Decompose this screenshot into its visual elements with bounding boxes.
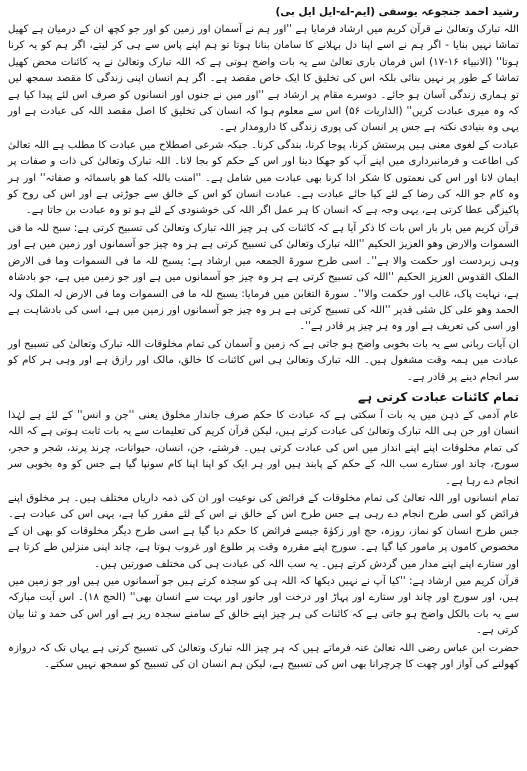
- paragraph: قرآن کریم میں بار بار اس بات کا ذکر آیا ہے کہ کائنات کی ہر چیز اللہ تبارک وتعالیٰ کی تسبیح کرتی ہے: سبح للہ ما فی السموات والارض وھو العزیز الحکیم ''اللہ تبارک وتعالیٰ کی تسبیح کرتی ہے ہر وہ چیز جو آسمانوں اور زمین میں ہے اور وہی زبردست اور حکمت والا ہے''۔ اسی طرح سورۃ الجمعہ میں ارشاد ہے: یسبح للہ ما فی السموات وما فی الارض الملک القدوس العزیز الحکیم ''اللہ کی تسبیح کرتی ہے ہر وہ چیز جو آسمانوں میں ہے اور جو زمین میں ہے، جو بادشاہ ہے، نہایت پاک، غالب اور حکمت والا''۔ سورۃ التغابن میں فرمایا: یسبح للہ ما فی السموات وما فی الارض لہ الملک ولہ الحمد وھو علی کل شئی قدیر ''اللہ کی تسبیح کرتی ہے ہر وہ چیز جو آسمانوں اور زمین میں ہے، اسی کی بادشاہت ہے اور اسی کی تعریف ہے اور وہ ہر چیز پر قادر ہے''۔: [8, 222, 519, 333]
- paragraph: عام آدمی کے ذہن میں یہ بات آ سکتی ہے کہ عبادت کا حکم صرف جاندار مخلوق یعنی ''جن و انس'' کے لئے ہے لہٰذا انسان اور جن ہی اللہ تبارک وتعالیٰ کی عبادت کرتے ہیں، لیکن قرآن کریم کی تعلیمات سے یہ بات ثابت ہوتی ہے کہ اللہ کی تمام مخلوقات اپنے اپنے انداز میں اس کی عبادت کرتی ہیں۔ فرشتے، جن، انسان، حیوانات، چرند پرند، شجر و حجر، سورج، چاند اور ستارے سب اللہ کے حکم کے پابند ہیں اور ہر ایک کو اپنا اپنا کام سونپا گیا ہے جس کو وہ بخوبی سر انجام دے رہا ہے۔: [8, 409, 519, 487]
- section-heading: تمام کائنات عبادت کرتی ہے: [358, 389, 519, 404]
- author-byline: رشید احمد جنجوعہ یوسفی (ایم-اے-ایل ایل بی): [275, 6, 519, 18]
- paragraph: قرآن کریم میں ارشاد ہے: ''کیا آپ نے نہیں دیکھا کہ اللہ ہی کو سجدہ کرتے ہیں جو آسمانوں میں ہیں اور جو زمین میں ہیں، اور سورج اور چاند اور ستارے اور پہاڑ اور درخت اور جانور اور بہت سے انسان بھی'' (الحج ۱۸)۔ اس آیت مبارکہ سے یہ بات بالکل واضح ہو جاتی ہے کہ کائنات کی ہر چیز اپنے خالق کے سامنے سجدہ ریز ہے اور اس کی حمد و ثنا بیان کرتی ہے۔: [8, 576, 519, 637]
- paragraph: تمام انسانوں اور اللہ تعالیٰ کی تمام مخلوقات کے فرائض کی نوعیت اور ان کی ذمہ داریاں مختلف ہیں۔ ہر مخلوق اپنے فرائض کو اسی طرح انجام دے رہی ہے جس طرح اس کے خالق نے اس کے لئے مقرر کیا ہے، یہی اس کی عبادت ہے۔ جس طرح انسان کو نماز، روزہ، حج اور زکوٰۃ جیسے فرائض کا حکم دیا گیا ہے اسی طرح دیگر مخلوقات کو بھی ان کے مخصوص کاموں پر مامور کیا گیا ہے۔ سورج اپنے مقررہ وقت پر طلوع اور غروب ہوتا ہے، چاند اپنی منزلیں طے کرتا ہے اور ستارے اپنے اپنے مدار میں گردش کرتے ہیں۔ یہ سب اللہ کی عبادت ہی کی مختلف صورتیں ہیں۔: [8, 492, 519, 570]
- paragraph: عبادت کے لغوی معنی ہیں پرستش کرنا، پوجا کرنا، بندگی کرنا۔ جبکہ شرعی اصطلاح میں عبادت کا مطلب ہے اللہ تعالیٰ کی اطاعت و فرمانبرداری میں اپنے آپ کو جھکا دینا اور اس کے حکم کو بجا لانا۔ اللہ تبارک وتعالیٰ کی ذات و صفات پر ایمان لانا اور اس کی نعمتوں کا شکر ادا کرنا بھی عبادت میں شامل ہے۔ ''امنت باللہ کما ھو باسمائہ و صفاتہ'' اور ہر وہ کام جو اللہ کی رضا کے لئے کیا جائے عبادت ہے۔ عبادت انسان کو اس کے خالق سے جوڑتی ہے اور اس کی روح کو پاکیزگی عطا کرتی ہے، یہی وجہ ہے کہ انسان کا ہر عمل اگر اللہ کی خوشنودی کے لئے ہو تو وہ عبادت بن جاتا ہے۔: [8, 139, 519, 217]
- paragraph: ان آیات ربانی سے یہ بات بخوبی واضح ہو جاتی ہے کہ زمین و آسمان کی تمام مخلوقات اللہ تبارک وتعالیٰ کی تسبیح اور عبادت میں ہمہ وقت مشغول ہیں۔ اللہ تبارک وتعالیٰ ہی اس کائنات کا خالق، مالک اور رازق ہے اور وہی ہر کام کو سر انجام دینے پر قادر ہے۔: [8, 338, 519, 383]
- paragraph: اللہ تبارک وتعالیٰ نے قرآن کریم میں ارشاد فرمایا ہے ''اور ہم نے آسمان اور زمین کو اور جو کچھ ان کے درمیان ہے کھیل تماشا نہیں بنایا - اگر ہم نے اسے اپنا دل بہلانے کا سامان بنانا ہوتا تو ہم اپنے پاس سے ہی کر لیتے، اگر ہم کو یہ کرنا ہوتا'' (الانبیاء ۱۶-۱۷) اس فرمان باری تعالیٰ سے یہ بات واضح ہوتی ہے کہ اللہ تبارک وتعالیٰ نے یہ کائنات محض کھیل تماشا کے طور پر نہیں بنائی بلکہ اس کی تخلیق کا ایک خاص مقصد ہے۔ اگر ہم انسان اپنی زندگی کا مقصد سمجھ لیں تو ہماری زندگی آسان ہو جائے۔ دوسرے مقام پر ارشاد ہے ''اور میں نے جنوں اور انسانوں کو صرف اس لئے پیدا کیا ہے کہ وہ میری عبادت کریں'' (الذاریات ۵۶) اس سے معلوم ہوا کہ انسان کی تخلیق کا اصل مقصد اللہ کی عبادت ہے اور یہی وہ بنیادی نکتہ ہے جس پر انسان کی پوری زندگی کا دارومدار ہے۔: [8, 24, 519, 134]
- paragraph: حضرت ابن عباس رضی اللہ تعالیٰ عنہ فرماتے ہیں کہ ہر چیز اللہ تبارک وتعالیٰ کی تسبیح کرتی ہے یہاں تک کہ دروازہ کھولنے کی آواز اور چھت کا چرچرانا بھی اس کی تسبیح ہے، لیکن ہم انسان ان کی تسبیح کو سمجھ نہیں سکتے۔: [8, 642, 519, 671]
